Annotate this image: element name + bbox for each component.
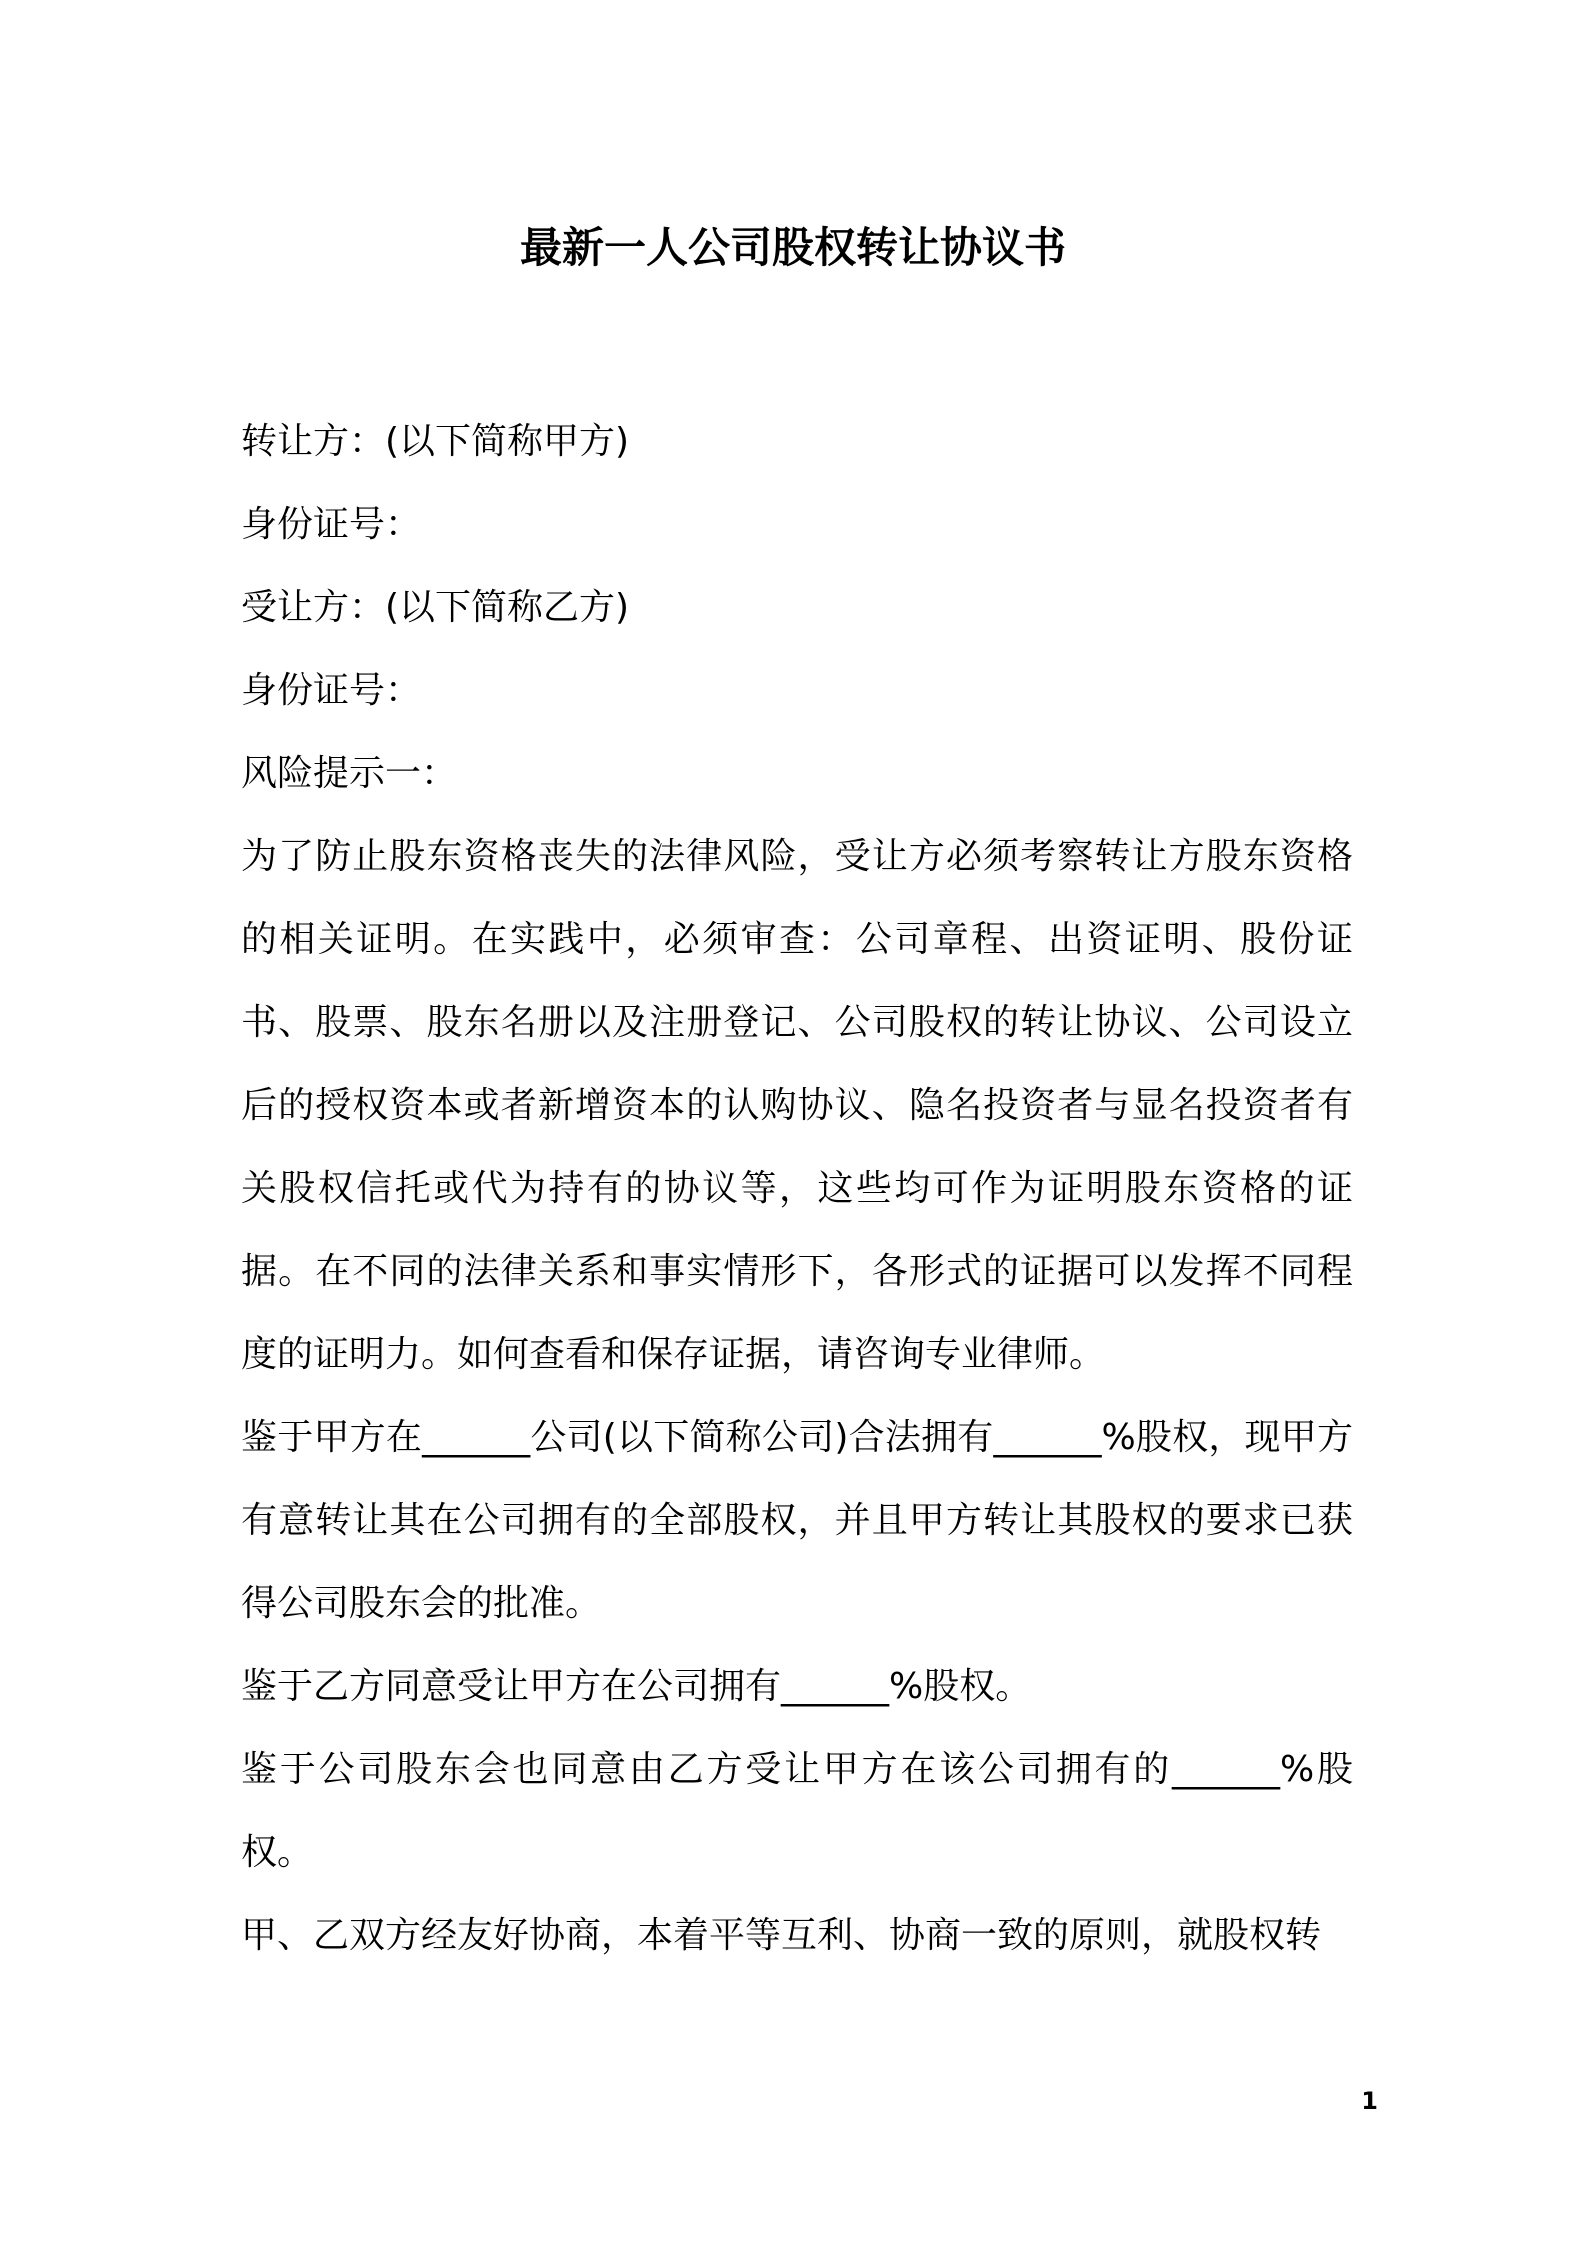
risk-notice-heading: 风险提示一： bbox=[241, 753, 458, 794]
whereas-paragraph-2: 鉴于乙方同意受让甲方在公司拥有______%股权。 bbox=[241, 1666, 1032, 1707]
transferor-id-line: 身份证号： bbox=[241, 504, 422, 545]
transferor-line: 转让方：(以下简称甲方) bbox=[241, 421, 630, 462]
agreement-intro-paragraph: 甲、乙双方经友好协商，本着平等互利、协商一致的原则，就股权转 bbox=[241, 1915, 1322, 1956]
page-number: 1 bbox=[1361, 2087, 1378, 2115]
whereas-paragraph-1: 鉴于甲方在______公司(以下简称公司)合法拥有______%股权，现甲方有意转让其在公司拥有的全部股权，并且甲方转让其股权的要求已获得公司股东会的批准。 bbox=[241, 1417, 1353, 1624]
transferee-id-line: 身份证号： bbox=[241, 670, 422, 711]
whereas-paragraph-3: 鉴于公司股东会也同意由乙方受让甲方在该公司拥有的______%股权。 bbox=[241, 1749, 1353, 1873]
document-body bbox=[241, 400, 1353, 1977]
risk-notice-paragraph: 为了防止股东资格丧失的法律风险，受让方必须考察转让方股东资格的相关证明。在实践中，必须审查：公司章程、出资证明、股份证书、股票、股东名册以及注册登记、公司股权的转让协议、公司设立后的授权资本或者新增资本的认购协议、隐名投资者与显名投资者有关股权信托或代为持有的协议等，这些均可作为证明股东资格的证据。在不同的法律关系和事实情形下，各形式的证据可以发挥不同程度的证明力。如何查看和保存证据，请咨询专业律师。 bbox=[241, 836, 1353, 1375]
document-title: 最新一人公司股权转让协议书 bbox=[519, 223, 1066, 272]
transferee-line: 受让方：(以下简称乙方) bbox=[241, 587, 630, 628]
